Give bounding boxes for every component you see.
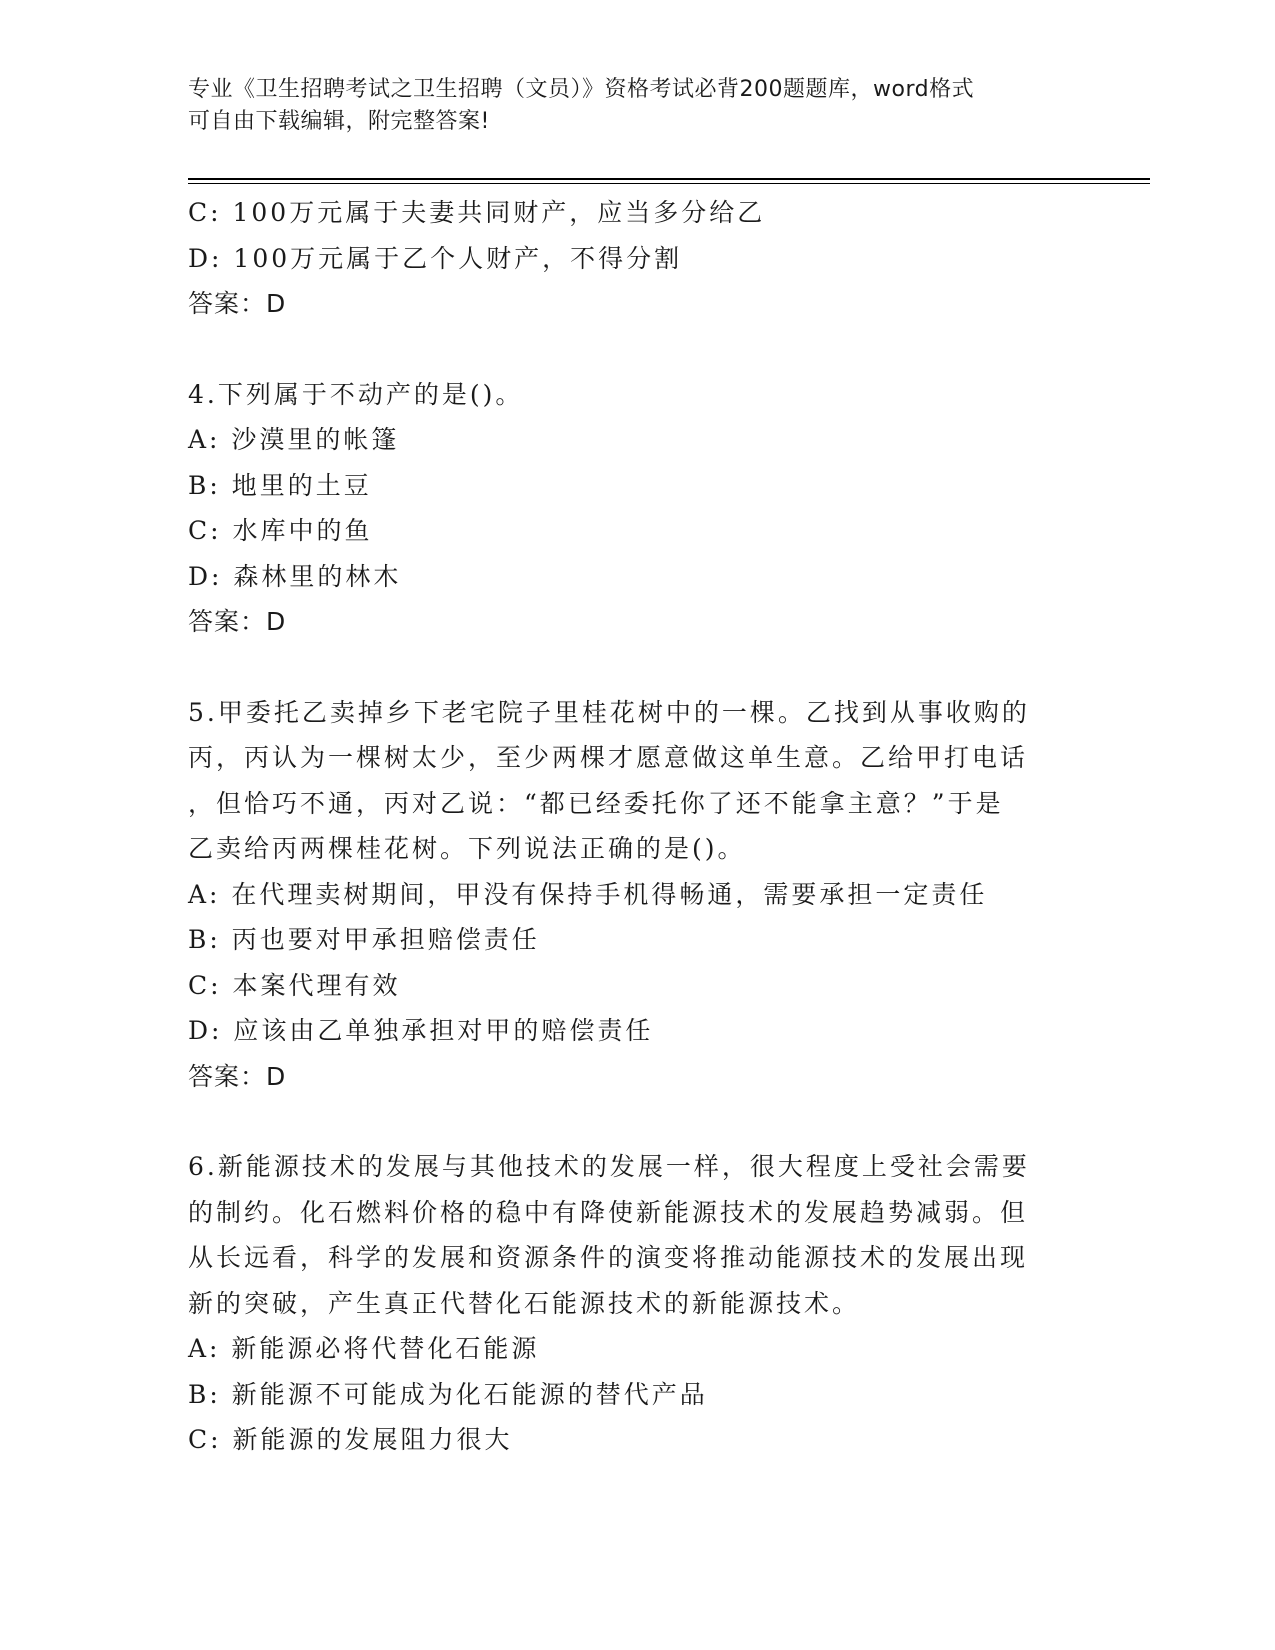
header-title-line-1: 专业《卫生招聘考试之卫生招聘（文员）》资格考试必背200题题库，word格式 <box>188 77 975 102</box>
option-c: C: 100万元属于夫妻共同财产，应当多分给乙 <box>188 198 766 227</box>
option-a: A: 在代理卖树期间，甲没有保持手机得畅通，需要承担一定责任 <box>188 879 988 909</box>
option-d: D: 应该由乙单独承担对甲的赔偿责任 <box>188 1016 654 1045</box>
question-6 <box>188 1144 1068 1463</box>
option-b: B: 地里的土豆 <box>188 470 372 500</box>
option-a: A: 新能源必将代替化石能源 <box>188 1334 540 1363</box>
answer-line: 答案：D <box>188 1061 287 1091</box>
question-spacer <box>188 327 1068 372</box>
question-3-tail <box>188 190 1068 327</box>
question-stem <box>188 372 1068 418</box>
question-stem <box>188 690 1068 872</box>
option-a: A: 沙漠里的帐篷 <box>188 425 400 454</box>
question-stem <box>188 1144 1068 1326</box>
question-4 <box>188 372 1068 645</box>
document-header <box>188 74 1068 138</box>
option-b: B: 新能源不可能成为化石能源的替代产品 <box>188 1379 708 1409</box>
header-title-line-2: 可自由下载编辑，附完整答案! <box>188 109 490 134</box>
option-c: C: 水库中的鱼 <box>188 516 373 545</box>
question-stem-line: 的制约。化石燃料价格的稳中有降使新能源技术的发展趋势减弱。但 <box>188 1197 1029 1227</box>
option-b: B: 丙也要对甲承担赔偿责任 <box>188 925 540 954</box>
question-content <box>188 190 1068 1463</box>
question-5 <box>188 690 1068 1100</box>
option-d: D: 100万元属于乙个人财产，不得分割 <box>188 243 683 273</box>
question-spacer <box>188 1099 1068 1144</box>
question-spacer <box>188 645 1068 690</box>
question-stem-line: 从长远看，科学的发展和资源条件的演变将推动能源技术的发展出现 <box>188 1243 1029 1272</box>
question-stem-line: 乙卖给丙两棵桂花树。下列说法正确的是()。 <box>188 834 746 863</box>
answer-line: 答案：D <box>188 289 287 318</box>
question-stem-line: 丙，丙认为一棵树太少，至少两棵才愿意做这单生意。乙给甲打电话 <box>188 743 1029 772</box>
option-c: C: 新能源的发展阻力很大 <box>188 1425 513 1454</box>
question-stem-line: ，但恰巧不通，丙对乙说：“都已经委托你了还不能拿主意？”于是 <box>188 788 1004 818</box>
answer-line: 答案：D <box>188 607 287 636</box>
header-divider-thick <box>188 178 1150 180</box>
option-c: C: 本案代理有效 <box>188 970 401 1000</box>
option-d: D: 森林里的林木 <box>188 561 402 591</box>
header-divider-thin <box>188 183 1150 184</box>
question-stem-line: 4.下列属于不动产的是()。 <box>188 379 524 409</box>
question-stem-line: 6.新能源技术的发展与其他技术的发展一样，很大程度上受社会需要 <box>188 1152 1030 1181</box>
question-stem-line: 5.甲委托乙卖掉乡下老宅院子里桂花树中的一棵。乙找到从事收购的 <box>188 697 1030 727</box>
question-stem-line: 新的突破，产生真正代替化石能源技术的新能源技术。 <box>188 1288 861 1318</box>
